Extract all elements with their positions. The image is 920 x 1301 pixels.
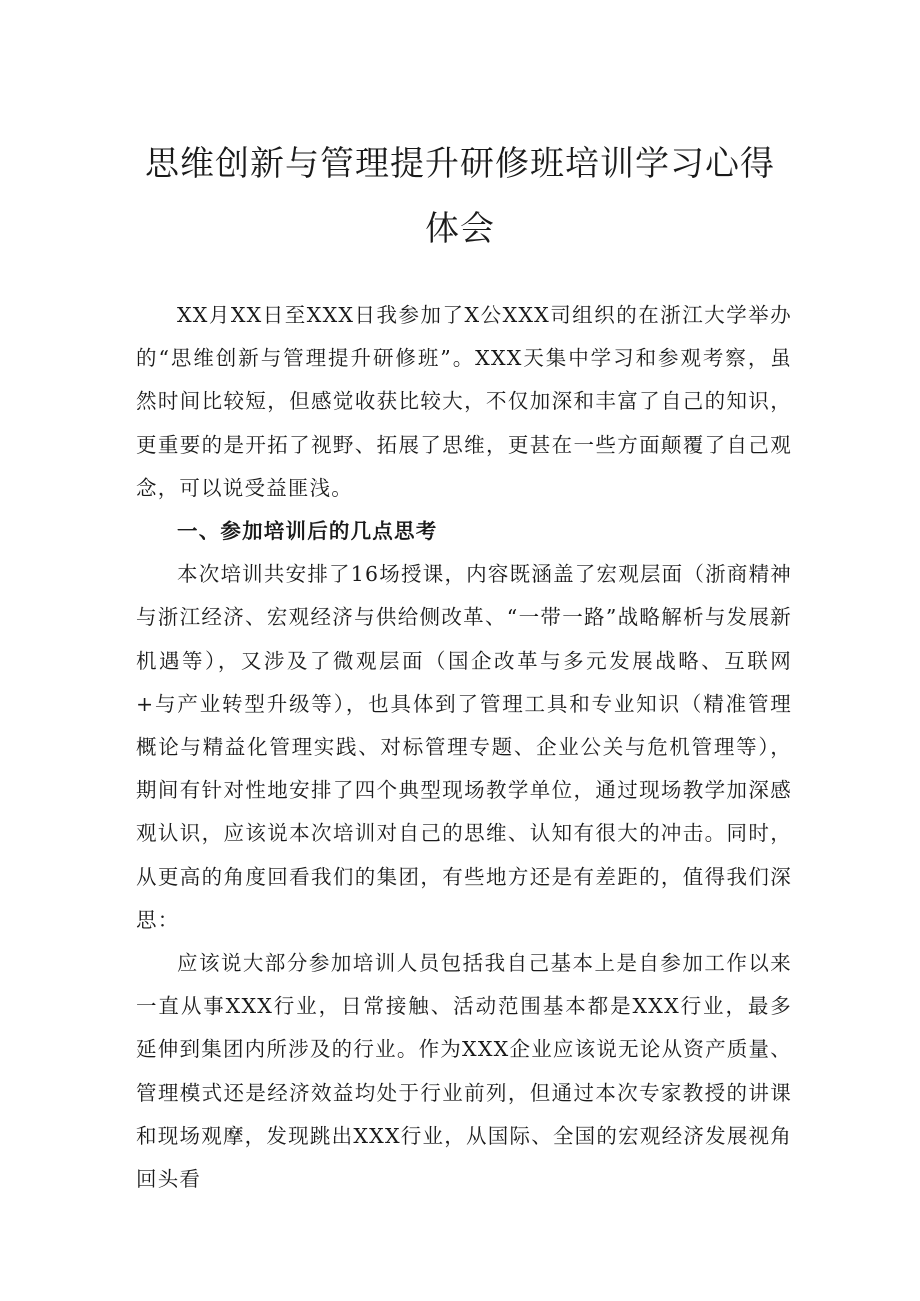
- document-title-line-1: 思维创新与管理提升研修班培训学习心得: [145, 144, 775, 184]
- document-body: [136, 294, 792, 1201]
- reflection-paragraph: 应该说大部分参加培训人员包括我自己基本上是自参加工作以来一直从事XXX行业，日常接触、活动范围基本都是XXX行业，最多延伸到集团内所涉及的行业。作为XXX企业应该说无论从资产质量、管理模式还是经济效益均处于行业前列，但通过本次专家教授的讲课和现场观摩，发现跳出XXX行业，从国际、全国的宏观经济发展视角回头看: [136, 951, 792, 1192]
- training-overview-paragraph: 本次培训共安排了16场授课，内容既涵盖了宏观层面（浙商精神与浙江经济、宏观经济与供给侧改革、“一带一路”战略解析与发展新机遇等），又涉及了微观层面（国企改革与多元发展战略、互联网+与产业转型升级等），也具体到了管理工具和专业知识（精准管理概论与精益化管理实践、对标管理专题、企业公关与危机管理等），期间有针对性地安排了四个典型现场教学单位，通过现场教学加深感观认识，应该说本次培训对自己的思维、认知有很大的冲击。同时，从更高的角度回看我们的集团，有些地方还是有差距的，值得我们深思：: [136, 562, 792, 932]
- intro-paragraph: XX月XX日至XXX日我参加了X公XXX司组织的在浙江大学举办的“思维创新与管理提升研修班”。XXX天集中学习和参观考察，虽然时间比较短，但感觉收获比较大，不仅加深和丰富了自己的知识，更重要的是开拓了视野、拓展了思维，更甚在一些方面颠覆了自己观念，可以说受益匪浅。: [136, 303, 792, 500]
- section-heading: 一、参加培训后的几点思考: [177, 519, 438, 544]
- document-title-line-2: 体会: [425, 209, 495, 249]
